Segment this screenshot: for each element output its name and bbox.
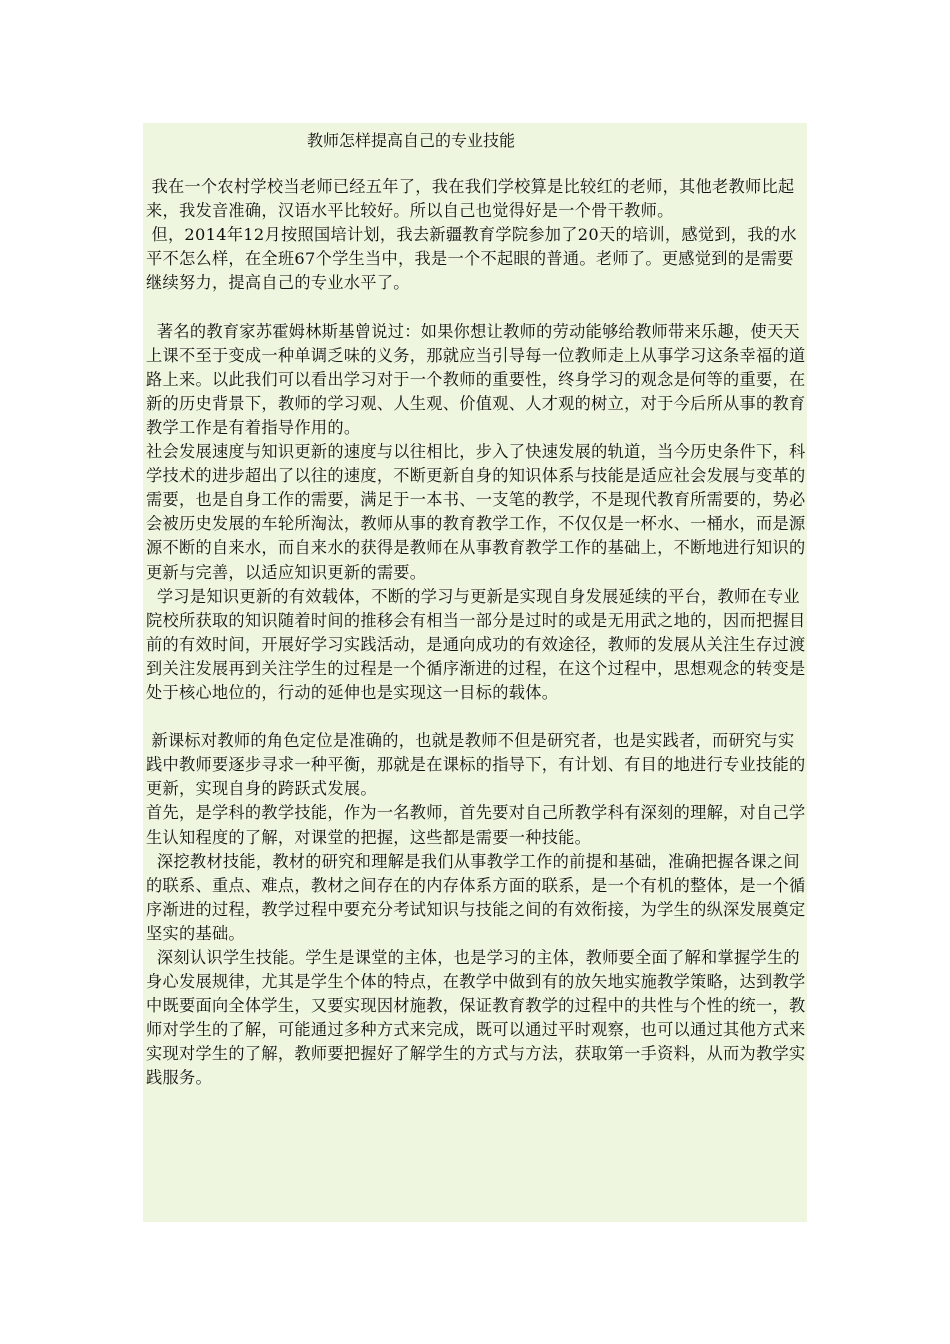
blank-line-2 bbox=[146, 705, 806, 729]
paragraph-9: 深刻认识学生技能。学生是课堂的主体，也是学习的主体，教师要全面了解和掌握学生的身心发展规律，尤其是学生个体的特点，在教学中做到有的放矢地实施教学策略，达到教学中既要面向全体学生，又要实现因材施教，保证教育教学的过程中的共性与个性的统一，教师对学生的了解，可能通过多种方式来完成，既可以通过平时观察，也可以通过其他方式来实现对学生的了解，教师要把握好了解学生的方式与方法，获取第一手资料，从而为教学实践服务。 bbox=[146, 948, 806, 1088]
paragraph-6: 新课标对教师的角色定位是准确的，也就是教师不但是研究者，也是实践者，而研究与实践中教师要逐步寻求一种平衡，那就是在课标的指导下，有计划、有目的地进行专业技能的更新，实现自身的跨跃式发展。 bbox=[146, 731, 806, 799]
document-panel bbox=[143, 123, 807, 1222]
paragraph-3: 著名的教育家苏霍姆林斯基曾说过：如果你想让教师的劳动能够给教师带来乐趣，使天天上课不至于变成一种单调乏味的义务，那就应当引导每一位教师走上从事学习这条幸福的道路上来。以此我们可以看出学习对于一个教师的重要性，终身学习的观念是何等的重要，在新的历史背景下，教师的学习观、人生观、价值观、人才观的树立，对于今后所从事的教育教学工作是有着指导作用的。 bbox=[146, 321, 806, 437]
document-title: 教师怎样提高自己的专业技能 bbox=[307, 131, 516, 150]
paragraph-1: 我在一个农村学校当老师已经五年了，我在我们学校算是比较红的老师，其他老教师比起来，我发音准确，汉语水平比较好。所以自己也觉得好是一个骨干教师。 bbox=[146, 177, 795, 221]
paragraph-7: 首先，是学科的教学技能，作为一名教师，首先要对自己所教学科有深刻的理解，对自己学生认知程度的了解，对课堂的把握，这些都是需要一种技能。 bbox=[146, 803, 806, 847]
paragraph-4: 社会发展速度与知识更新的速度与以往相比，步入了快速发展的轨道，当今历史条件下，科学技术的进步超出了以往的速度，不断更新自身的知识体系与技能是适应社会发展与变革的需要，也是自身工作的需要，满足于一本书、一支笔的教学，不是现代教育所需要的，势必会被历史发展的车轮所淘汰，教师从事的教育教学工作，不仅仅是一杯水、一桶水，而是源源不断的自来水，而自来水的获得是教师在从事教育教学工作的基础上，不断地进行知识的更新与完善，以适应知识更新的需要。 bbox=[146, 442, 806, 582]
paragraph-2: 但，2014年12月按照国培计划，我去新疆教育学院参加了20天的培训，感觉到，我的水平不怎么样，在全班67个学生当中，我是一个不起眼的普通。老师了。更感觉到的是需要继续努力，提高自己的专业水平了。 bbox=[146, 225, 797, 293]
paragraph-5: 学习是知识更新的有效载体，不断的学习与更新是实现自身发展延续的平台，教师在专业院校所获取的知识随着时间的推移会有相当一部分是过时的或是无用武之地的，因而把握目前的有效时间，开展好学习实践活动，是通向成功的有效途径，教师的发展从关注生存过渡到关注发展再到关注学生的过程是一个循序渐进的过程，在这个过程中，思想观念的转变是处于核心地位的，行动的延伸也是实现这一目标的载体。 bbox=[146, 586, 806, 702]
paragraph-8: 深挖教材技能，教材的研究和理解是我们从事教学工作的前提和基础，准确把握各课之间的联系、重点、难点，教材之间存在的内存体系方面的联系，是一个有机的整体，是一个循序渐进的过程，教学过程中要充分考试知识与技能之间的有效衔接，为学生的纵深发展奠定坚实的基础。 bbox=[146, 851, 806, 943]
blank-line-1 bbox=[146, 295, 806, 319]
document-body bbox=[146, 175, 806, 1091]
